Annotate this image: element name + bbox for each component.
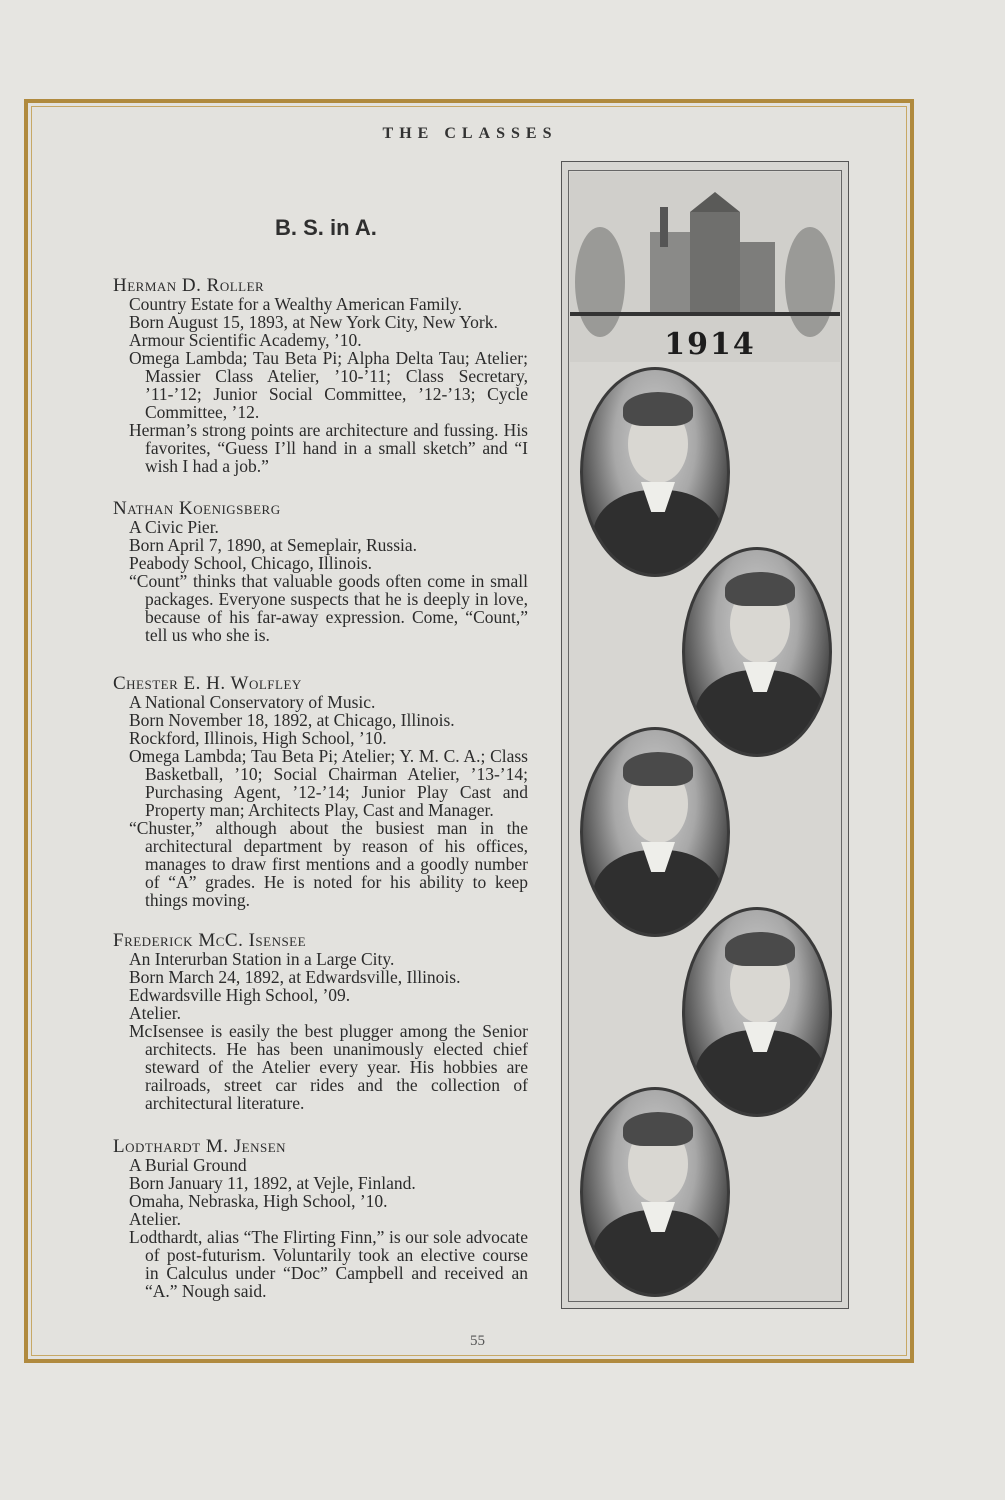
entry-line: A Burial Ground [129, 1155, 247, 1175]
entry-para: “Count” thinks that valuable goods often come in small packages. Everyone suspects that he is deeply in love, because of his far-away expression. Come, “Count,” tell us who she is. [129, 571, 528, 645]
entry-koenigsberg [113, 500, 528, 644]
student-name: Herman D. Roller [113, 275, 265, 296]
year-label: 1914 [664, 327, 756, 362]
student-name: Frederick McC. Isensee [113, 930, 307, 951]
student-name: Nathan Koenigsberg [113, 498, 281, 519]
student-name: Lodthardt M. Jensen [113, 1136, 287, 1157]
entry-wolfley [113, 675, 528, 909]
entry-line: Born March 24, 1892, at Edwardsville, Illinois. [129, 967, 461, 987]
portrait-photo [580, 367, 730, 577]
portrait-photo [682, 547, 832, 757]
entry-line: A Civic Pier. [129, 517, 219, 537]
student-name: Chester E. H. Wolfley [113, 673, 302, 694]
entry-para: Lodthardt, alias “The Flirting Finn,” is our sole advocate of post-futurism. Voluntarily took an elective course in Calculus under “Doc” Campbell and received an “A.” Nough said. [129, 1227, 528, 1301]
section-title: B. S. in A. [275, 215, 377, 240]
entry-para: Omega Lambda; Tau Beta Pi; Alpha Delta Tau; Atelier; Massier Class Atelier, ’10-’11; Class Secretary, ’11-’12; Junior Social Committee, ’12-’13; Cycle Committee, ’12. [129, 348, 528, 422]
entry-jensen [113, 1138, 528, 1300]
entry-isensee [113, 932, 528, 1112]
entry-line: Edwardsville High School, ’09. [129, 985, 351, 1005]
entry-line: Country Estate for a Wealthy American Family. [129, 294, 462, 314]
entry-line: Atelier. [129, 1003, 181, 1023]
entry-line: Born November 18, 1892, at Chicago, Illinois. [129, 710, 455, 730]
running-head: THE CLASSES [382, 125, 558, 142]
entry-line: Born April 7, 1890, at Semeplair, Russia. [129, 535, 418, 555]
entry-line: Omaha, Nebraska, High School, ’10. [129, 1191, 388, 1211]
entry-line: Peabody School, Chicago, Illinois. [129, 553, 373, 573]
entry-para: McIsensee is easily the best plugger among the Senior architects. He has been unanimously elected chief steward of the Atelier every year. His hobbies are railroads, street car rides and the collection of architectural literature. [129, 1021, 528, 1113]
portrait-photo [682, 907, 832, 1117]
page-number: 55 [470, 1333, 485, 1349]
campus-illustration [570, 172, 840, 362]
entry-line: Armour Scientific Academy, ’10. [129, 330, 362, 350]
entry-line: Born August 15, 1893, at New York City, New York. [129, 312, 498, 332]
entry-para: “Chuster,” although about the busiest man in the architectural department by reason of his offices, manages to draw first mentions and a goodly number of “A” grades. He is noted for his ability to keep things moving. [129, 818, 528, 910]
entry-para: Omega Lambda; Tau Beta Pi; Atelier; Y. M. C. A.; Class Basketball, ’10; Social Chairman Atelier, ’13-’14; Purchasing Agent, ’12-’14; Junior Play Cast and Property man; Architects Play, Cast and Manager. [129, 746, 528, 820]
entry-line: Rockford, Illinois, High School, ’10. [129, 728, 387, 748]
entry-line: Atelier. [129, 1209, 181, 1229]
entry-roller [113, 277, 528, 475]
entry-line: A National Conservatory of Music. [129, 692, 376, 712]
portrait-photo [580, 727, 730, 937]
portrait-photo [580, 1087, 730, 1297]
entry-line: Born January 11, 1892, at Vejle, Finland. [129, 1173, 416, 1193]
entry-line: An Interurban Station in a Large City. [129, 949, 395, 969]
entry-para: Herman’s strong points are architecture and fussing. His favorites, “Guess I’ll hand in a small sketch” and “I wish I had a job.” [129, 420, 528, 476]
portrait-panel [561, 161, 849, 1309]
